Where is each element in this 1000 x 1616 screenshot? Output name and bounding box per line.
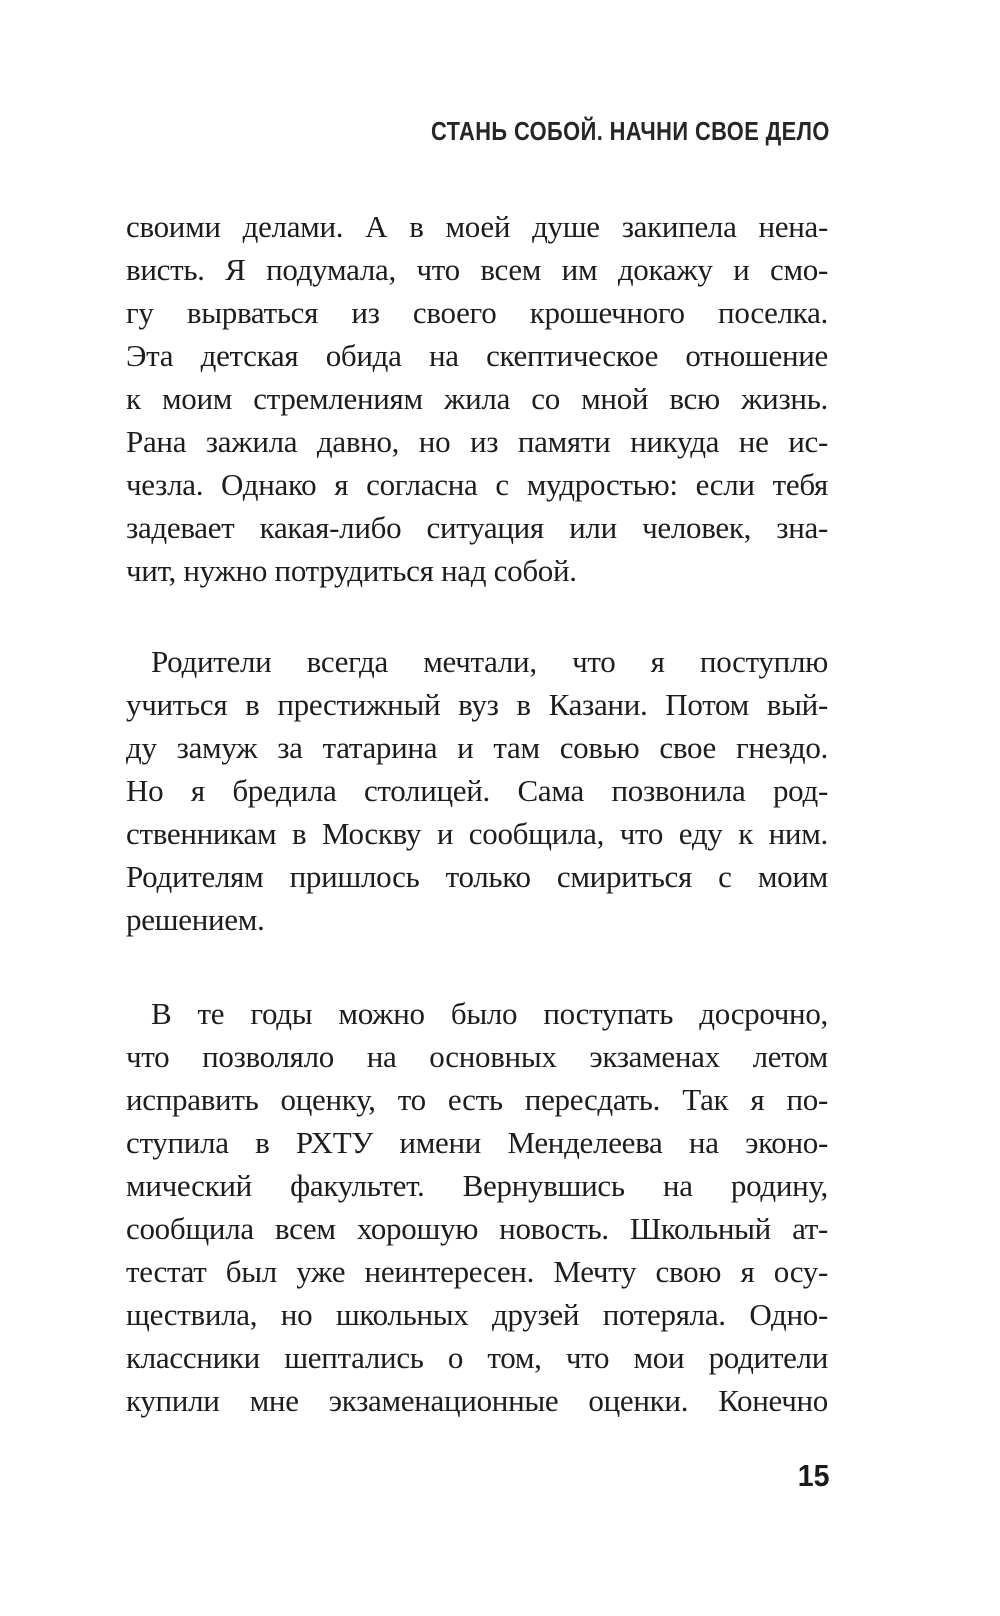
text-line: сообщила всем хорошую новость. Школьный ат- (126, 1211, 828, 1246)
text-line: ступила в РХТУ имени Менделеева на эконо- (126, 1125, 828, 1160)
text-line: что позволяло на основных экзаменах летом (126, 1039, 828, 1074)
running-header: СТАНЬ СОБОЙ. НАЧНИ СВОЕ ДЕЛО (431, 116, 830, 146)
text-line: чезла. Однако я согласна с мудростью: если тебя (126, 467, 828, 502)
page-number: 15 (797, 1458, 829, 1493)
text-line: задевает какая-либо ситуация или человек, зна- (126, 510, 828, 545)
text-line: Рана зажила давно, но из памяти никуда не ис- (126, 424, 828, 459)
text-line: ществила, но школьных друзей потеряла. Одно- (126, 1297, 828, 1332)
paragraph (126, 992, 828, 1422)
text-line: ственникам в Москву и сообщила, что еду к ним. (126, 816, 828, 851)
paragraph (126, 205, 828, 592)
text-line: учиться в престижный вуз в Казани. Потом вый- (126, 687, 828, 722)
paragraph (126, 640, 828, 941)
text-line: своими делами. А в моей душе закипела нена- (126, 209, 828, 244)
text-line: решением. (126, 902, 265, 937)
body-text (126, 205, 828, 1422)
text-line: тестат был уже неинтересен. Мечту свою я осу- (126, 1254, 828, 1289)
text-line: Но я бредила столицей. Сама позвонила род- (126, 773, 828, 808)
text-line: гу вырваться из своего крошечного поселка. (126, 295, 828, 330)
text-line: Родители всегда мечтали, что я поступлю (151, 644, 828, 679)
text-line: к моим стремлениям жила со мной всю жизнь. (126, 381, 828, 416)
text-line: чит, нужно потрудиться над собой. (126, 553, 577, 588)
text-line: классники шептались о том, что мои родители (126, 1340, 828, 1375)
text-line: Родителям пришлось только смириться с моим (126, 859, 828, 894)
text-line: исправить оценку, то есть пересдать. Так я по- (126, 1082, 828, 1117)
text-line: В те годы можно было поступать досрочно, (151, 996, 828, 1031)
text-line: висть. Я подумала, что всем им докажу и смо- (126, 252, 828, 287)
text-line: купили мне экзаменационные оценки. Конечно (126, 1383, 828, 1418)
text-line: ду замуж за татарина и там совью свое гнездо. (126, 730, 828, 765)
text-line: мический факультет. Вернувшись на родину, (126, 1168, 828, 1203)
text-line: Эта детская обида на скептическое отношение (126, 338, 828, 373)
